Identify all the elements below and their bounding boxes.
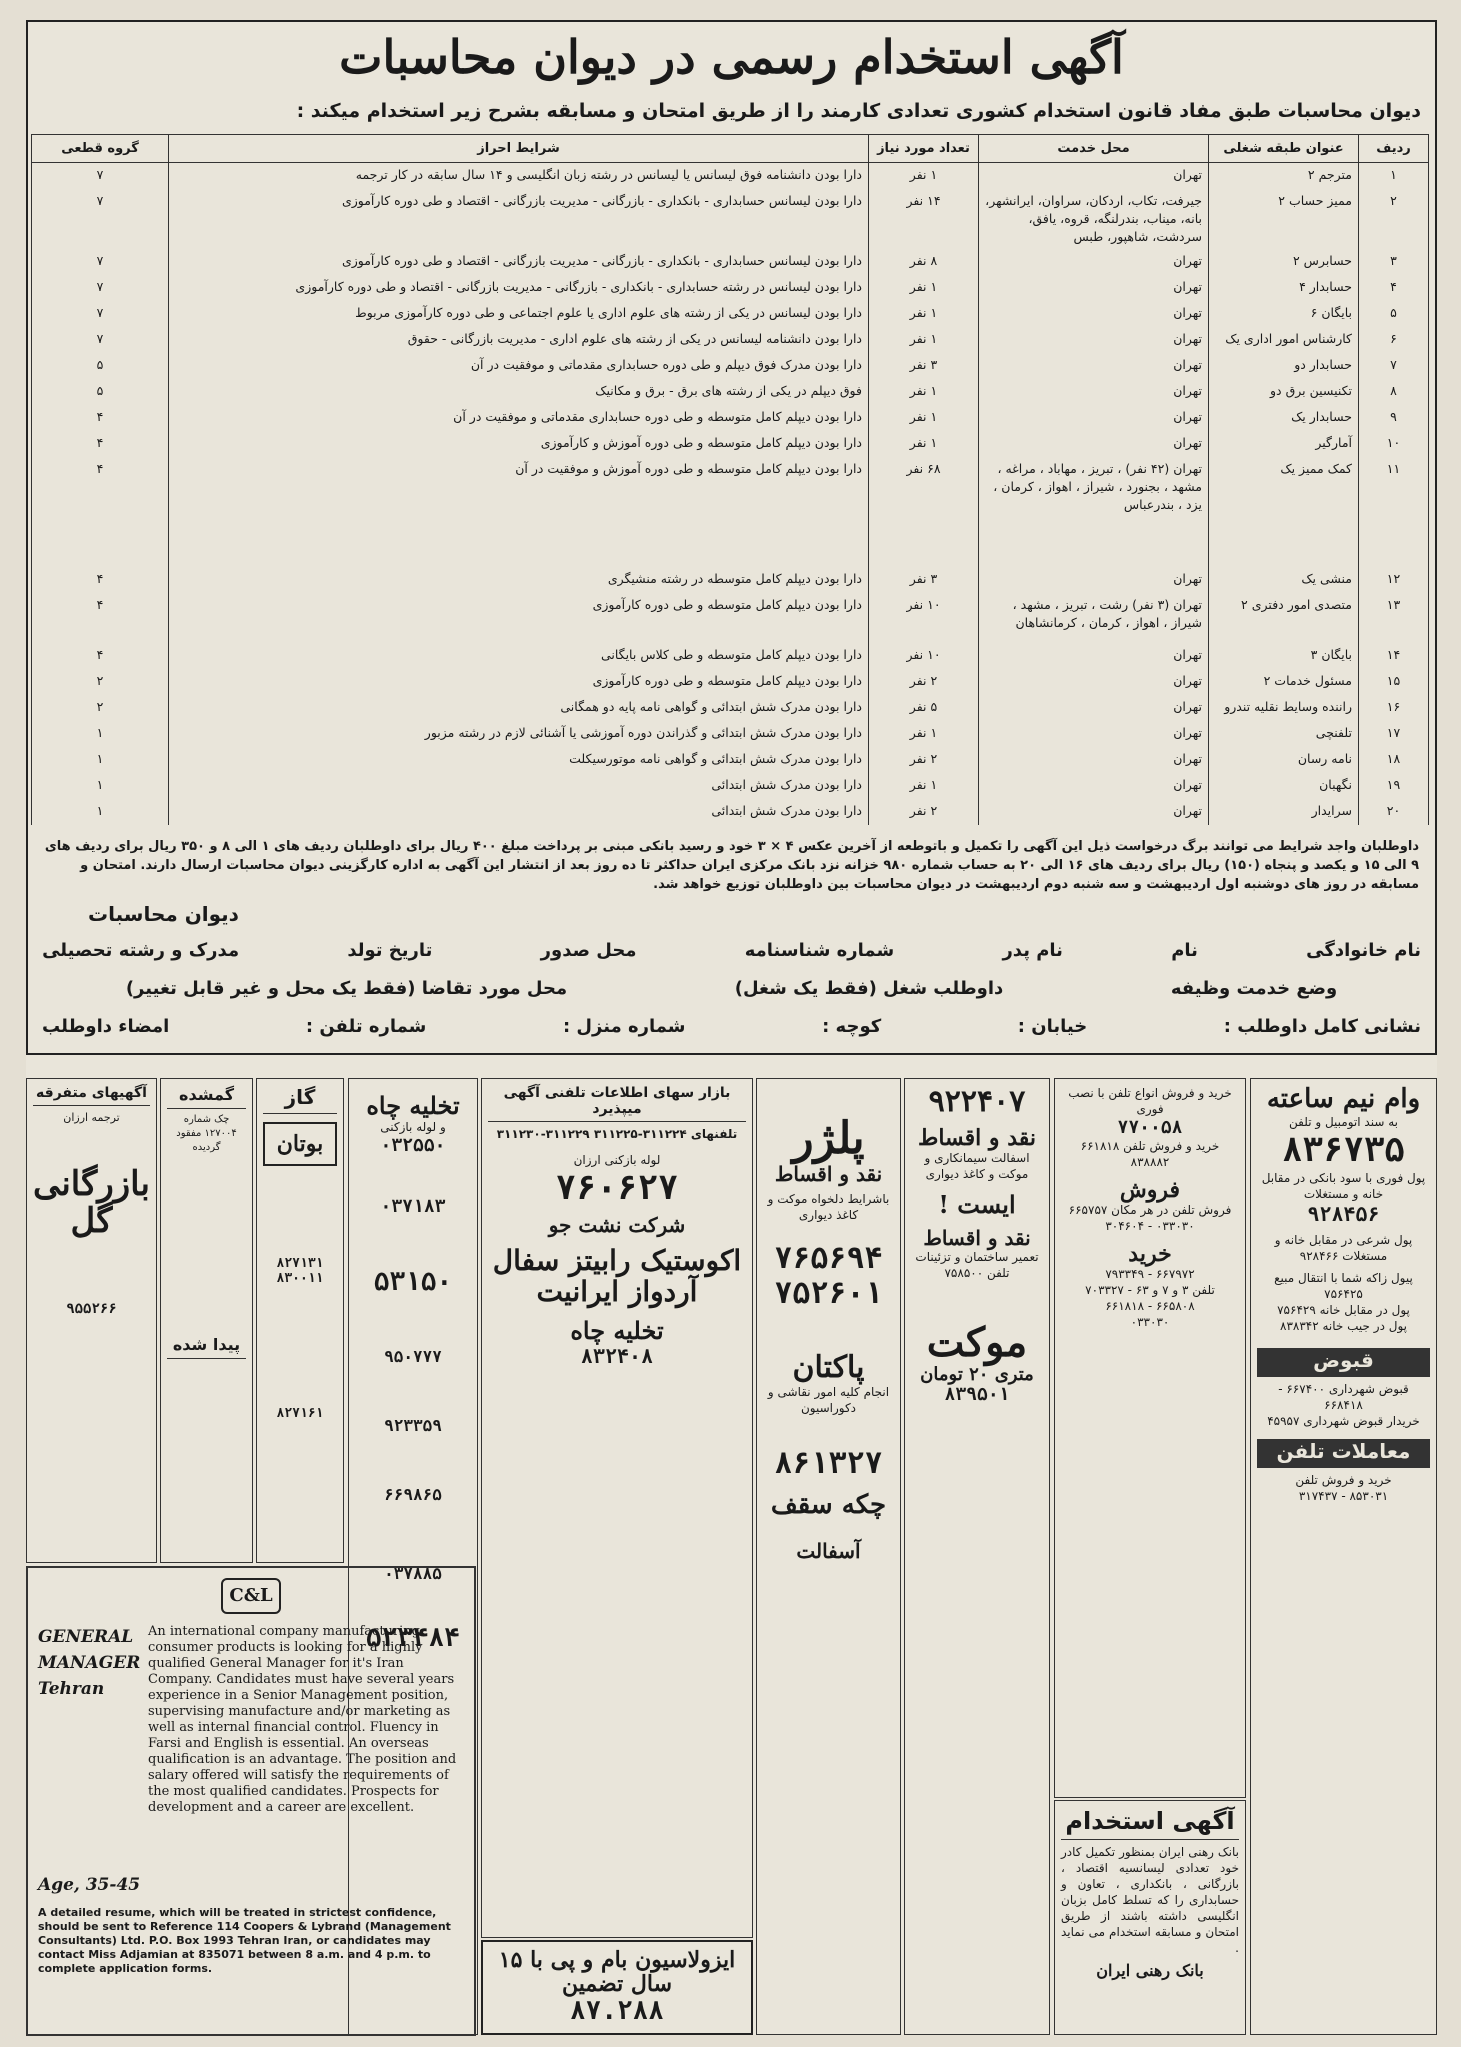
form-label: تاریخ تولد bbox=[347, 940, 433, 961]
ad-phones: تلفنهای ۳۱۱۲۲۴-۳۱۱۲۲۵ ۳۱۱۲۲۹-۳۱۱۲۳۰ bbox=[496, 1127, 738, 1141]
table-cell: دارا بودن مدرک شش ابتدائی و گواهی نامه موتورسیکلت bbox=[169, 747, 869, 773]
table-cell: ۱ نفر bbox=[869, 379, 979, 405]
table-cell: ۵ bbox=[1359, 301, 1429, 327]
table-row bbox=[32, 275, 1429, 301]
table-cell: ۱ نفر bbox=[869, 773, 979, 799]
ad-brand: پاکتان bbox=[792, 1350, 865, 1386]
table-cell: ۳ نفر bbox=[869, 567, 979, 593]
table-cell: ۱۸ bbox=[1359, 747, 1429, 773]
notice-title: آگهی استخدام رسمی در دیوان محاسبات bbox=[339, 30, 1124, 84]
table-cell: ۲ نفر bbox=[869, 799, 979, 825]
table-cell: دارا بودن دیپلم کامل متوسطه در رشته منشیگری bbox=[169, 567, 869, 593]
table-cell: مترجم ۲ bbox=[1209, 163, 1359, 189]
ad-brand: پلژر bbox=[792, 1113, 865, 1164]
ad-text: متری ۲۰ تومان bbox=[920, 1363, 1034, 1385]
table-cell: مسئول خدمات ۲ bbox=[1209, 669, 1359, 695]
notice-subtitle: دیوان محاسبات طبق مفاد قانون استخدام کشوری تعدادی کارمند را از طریق امتحان و مسابقه بشرح زیر استخدام میکند : bbox=[296, 100, 1421, 122]
table-cell: ۶ bbox=[1359, 327, 1429, 353]
table-cell: ۱ نفر bbox=[869, 721, 979, 747]
table-cell: نگهبان bbox=[1209, 773, 1359, 799]
table-row bbox=[32, 773, 1429, 799]
table-header-row bbox=[32, 135, 1429, 163]
table-cell: ۴ bbox=[32, 567, 169, 593]
table-cell: ۱۰ نفر bbox=[869, 643, 979, 669]
table-cell: ۱ bbox=[32, 773, 169, 799]
ad-phone: ۷۶۰۶۲۷ bbox=[555, 1168, 679, 1208]
table-cell: دارا بودن دیپلم کامل متوسطه و طی دوره حسابداری مقدماتی و موفقیت در آن bbox=[169, 405, 869, 431]
table-cell: ۱ نفر bbox=[869, 301, 979, 327]
table-cell: ۷ bbox=[32, 189, 169, 249]
table-cell: ۸ bbox=[1359, 379, 1429, 405]
table-cell: تهران bbox=[979, 301, 1209, 327]
table-cell: ۷ bbox=[32, 301, 169, 327]
table-row bbox=[32, 669, 1429, 695]
table-cell: دارا بودن مدرک شش ابتدائی و گواهی نامه پایه دو همگانی bbox=[169, 695, 869, 721]
table-cell: ۱۴ bbox=[1359, 643, 1429, 669]
table-cell: ۷ bbox=[32, 327, 169, 353]
table-cell: دارا بودن مدرک شش ابتدائی bbox=[169, 773, 869, 799]
form-row-2 bbox=[42, 978, 1421, 999]
notice-signature: دیوان محاسبات bbox=[88, 902, 239, 926]
table-cell: دارا بودن دیپلم کامل متوسطه و طی دوره کارآموزی bbox=[169, 593, 869, 643]
table-cell: ۱ bbox=[32, 721, 169, 747]
ad-heading: نقد و اقساط bbox=[923, 1225, 1031, 1250]
table-cell: ۵ نفر bbox=[869, 695, 979, 721]
table-cell: تهران bbox=[979, 669, 1209, 695]
table-cell: دارا بودن لیسانس در رشته حسابداری - بانکداری - بازرگانی - مدیریت بازرگانی - اقتصاد و طی دوره کارآموزی bbox=[169, 275, 869, 301]
col-header: گروه قطعی bbox=[32, 135, 169, 163]
table-cell: ۵ bbox=[32, 353, 169, 379]
table-cell: دارا بودن لیسانس در یکی از رشته های علوم اداری یا علوم اجتماعی و طی دوره کارآموزی مربوط bbox=[169, 301, 869, 327]
ad-phone: ۸۳۶۷۳۵ bbox=[1282, 1129, 1405, 1170]
col-header: ردیف bbox=[1359, 135, 1429, 163]
table-cell: تهران bbox=[979, 431, 1209, 457]
table-cell: ۷ bbox=[1359, 353, 1429, 379]
ad-phone: ۸۶۱۳۲۷ bbox=[774, 1446, 883, 1482]
ad-phone: ۹۲۳۳۵۹ bbox=[384, 1416, 442, 1436]
ad-phone: ۸۳۹۵۰۱ bbox=[944, 1384, 1010, 1406]
ad-brand: بازرگانی گل bbox=[32, 1164, 150, 1242]
table-cell: ۴ bbox=[32, 593, 169, 643]
table-cell: ۱ نفر bbox=[869, 405, 979, 431]
table-cell: ۹ bbox=[1359, 405, 1429, 431]
notice-footer-text: داوطلبان واجد شرایط می توانند برگ درخواست ذیل این آگهی را تکمیل و باتوطعه از آخرین عکس ۴ × ۳ خود و رسید بانکی مبنی بر پرداخت مبلغ ۴۰۰ ریال برای داوطلبان ردیف های ۱ الی ۸ و ۳۵۰ ریال برای ردیف های ۹ الی ۱۵ و یکصد و پنجاه (۱۵۰) ریال برای ردیف های ۱۶ الی ۲۰ به حساب شماره ۹۸۰ خزانه نزد بانک مرکزی ایران حداکثر تا ده روز بعد از انتشار این آگهی به اداره کارگزینی دیوان محاسبات ارسال دارند. امتحان و مسابقه در روز های دوشنبه اول اردیبهشت و سه شنبه دوم اردیبهشت در دیوان محاسبات بین داوطلبان توزیع خواهد شد. bbox=[44, 839, 1419, 892]
ad-phone: ۹۲۸۴۵۶ bbox=[1307, 1201, 1380, 1226]
table-cell: دارا بودن مدرک فوق دیپلم و طی دوره حسابداری مقدماتی و موفقیت در آن bbox=[169, 353, 869, 379]
ad-heading: بازار سهای اطلاعات تلفنی آگهی میپذیرد bbox=[488, 1085, 746, 1122]
waterproof-ad bbox=[481, 1940, 753, 2035]
table-cell: ۲ نفر bbox=[869, 747, 979, 773]
table-cell: ۱۳ bbox=[1359, 593, 1429, 643]
table-row bbox=[32, 799, 1429, 825]
table-cell: ۱۷ bbox=[1359, 721, 1429, 747]
table-cell: جیرفت، تکاب، اردکان، سراوان، ایرانشهر، بانه، میناب، بندرلنگه، قروه، یافق، سردشت، شاهپور، طبس bbox=[979, 189, 1209, 249]
section-heading: معاملات تلفن bbox=[1257, 1439, 1430, 1468]
form-label: نام خانوادگی bbox=[1306, 940, 1421, 961]
table-row bbox=[32, 327, 1429, 353]
table-cell: آمارگیر bbox=[1209, 431, 1359, 457]
form-label: نام پدر bbox=[1002, 940, 1063, 961]
table-cell: تهران bbox=[979, 695, 1209, 721]
table-row bbox=[32, 567, 1429, 593]
ad-phone: ۸۷.۲۸۸ bbox=[570, 1996, 664, 2027]
table-cell: دارا بودن لیسانس حسابداری - بانکداری - بازرگانی - مدیریت بازرگانی - اقتصاد و طی دوره کارآموزی bbox=[169, 189, 869, 249]
ad-heading: ۹۲۲۴۰۷ bbox=[928, 1084, 1026, 1119]
table-cell: ۱ bbox=[1359, 163, 1429, 189]
table-cell: حسابدار دو bbox=[1209, 353, 1359, 379]
table-cell: تهران bbox=[979, 405, 1209, 431]
company-logo: C&L bbox=[221, 1578, 281, 1614]
ad-text: پول فوری با سود بانکی در مقابل خانه و مستغلات bbox=[1261, 1170, 1426, 1201]
table-cell: دارا بودن دیپلم کامل متوسطه و طی دوره آموزش و کارآموزی bbox=[169, 431, 869, 457]
ad-heading: موکت bbox=[926, 1318, 1028, 1366]
ad-phone: ۸۲۷۱۶۱ bbox=[276, 1406, 324, 1422]
table-row bbox=[32, 249, 1429, 275]
ad-signature: بانک رهنی ایران bbox=[1096, 1961, 1204, 1980]
table-cell: تلفنچی bbox=[1209, 721, 1359, 747]
table-cell: کمک ممیز یک bbox=[1209, 457, 1359, 567]
table-cell: دارا بودن دیپلم کامل متوسطه و طی کلاس بایگانی bbox=[169, 643, 869, 669]
ad-heading: ایزولاسیون بام و پی با ۱۵ سال تضمین bbox=[498, 1947, 736, 1998]
table-cell: تهران bbox=[979, 163, 1209, 189]
table-cell: ۱ نفر bbox=[869, 275, 979, 301]
classified-column-2: خرید و فروش انواع تلفن با نصب فوری ۷۷۰۰۵۸ خرید و فروش تلفن ۶۶۱۸۱۸ ۸۳۸۸۸۲ فروش فروش تلفن در هر مکان ۶۶۵۷۵۷ ۰۳۳۰۳۰ - ۳۰۴۶۰۴ خرید ۶۶۷۹۷۲ - ۷۹۳۳۴۹ تلفن ۳ و ۷ و ۶۳ - ۷۰۳۳۲۷ ۶۶۵۸۰۸ - ۶۶۱۸۱۸ ۰۳۳۰۳۰ bbox=[1054, 1078, 1246, 1798]
table-cell: ۱۹ bbox=[1359, 773, 1429, 799]
table-cell: ۴ bbox=[1359, 275, 1429, 301]
table-cell: ۷ bbox=[32, 275, 169, 301]
form-label: وضع خدمت وظیفه bbox=[1170, 978, 1338, 999]
ad-heading: تخلیه چاه bbox=[570, 1315, 664, 1345]
classified-column-8: گمشده چک شماره ۱۲۷۰۰۴ مفقود گردیده پیدا شده bbox=[160, 1078, 253, 1563]
table-cell: راننده وسایط نقلیه تندرو bbox=[1209, 695, 1359, 721]
general-manager-ad bbox=[26, 1566, 476, 2036]
form-label: مدرک و رشته تحصیلی bbox=[42, 940, 240, 961]
form-label: خیابان : bbox=[1017, 1016, 1088, 1037]
table-cell: ۴ bbox=[32, 405, 169, 431]
ad-phone: ۹۵۰۷۷۷ bbox=[384, 1347, 442, 1367]
ad-heading: آگهی استخدام bbox=[1061, 1807, 1239, 1840]
table-row bbox=[32, 593, 1429, 643]
table-cell: دارا بودن لیسانس حسابداری - بانکداری - بازرگانی - مدیریت بازرگانی - اقتصاد و طی دوره کارآموزی bbox=[169, 249, 869, 275]
table-row bbox=[32, 457, 1429, 567]
table-cell: بایگان ۶ bbox=[1209, 301, 1359, 327]
ad-heading: تخلیه چاه bbox=[366, 1091, 460, 1120]
form-label: شماره منزل : bbox=[562, 1016, 686, 1037]
table-cell: تهران bbox=[979, 275, 1209, 301]
table-cell: ۸ نفر bbox=[869, 249, 979, 275]
table-cell: تهران bbox=[979, 249, 1209, 275]
table-cell: فوق دیپلم در یکی از رشته های برق - برق و مکانیک bbox=[169, 379, 869, 405]
ad-age: Age, 35-45 bbox=[38, 1875, 141, 1895]
table-cell: ۱۰ bbox=[1359, 431, 1429, 457]
table-row bbox=[32, 353, 1429, 379]
table-cell: ۵ bbox=[32, 379, 169, 405]
table-cell: نامه رسان bbox=[1209, 747, 1359, 773]
table-cell: ۷ bbox=[32, 163, 169, 189]
ad-heading: چکه سقف bbox=[770, 1490, 887, 1521]
jobs-table bbox=[31, 134, 1429, 825]
table-cell: تهران bbox=[979, 643, 1209, 669]
table-cell: ۴ bbox=[32, 643, 169, 669]
ad-title: GENERAL MANAGER Tehran bbox=[38, 1627, 141, 1699]
table-cell: ۱۲ bbox=[1359, 567, 1429, 593]
table-cell: ممیز حساب ۲ bbox=[1209, 189, 1359, 249]
table-cell: تهران (۳ نفر) رشت ، تبریز ، مشهد ، شیراز ، اهواز ، کرمان ، کرمانشاهان bbox=[979, 593, 1209, 643]
ad-text: لوله بازکنی ارزان bbox=[573, 1153, 661, 1167]
ad-footer: A detailed resume, which will be treated in strictest confidence, should be sent to Reference 114 Coopers & Lybrand (Management Consultants) Ltd. P.O. Box 1993 Tehran Iran, or candidates may contact Miss Adjamian at 835071 between 8 a.m. and 4 p.m. to complete application forms. bbox=[38, 1906, 451, 1975]
classified-column-9: آگهیهای متفرقه ترجمه ارزان بازرگانی گل ۹۵۵۲۶۶ bbox=[26, 1078, 157, 1563]
table-row bbox=[32, 431, 1429, 457]
form-label: محل صدور bbox=[540, 940, 637, 961]
table-cell: ۳ bbox=[1359, 249, 1429, 275]
ad-heading: وام نیم ساعته bbox=[1266, 1084, 1421, 1114]
table-cell: منشی یک bbox=[1209, 567, 1359, 593]
table-cell: ۷ bbox=[32, 249, 169, 275]
ad-text: بانک رهنی ایران بمنظور تکمیل کادر خود تعدادی لیسانسیه اقتصاد ، بازرگانی ، بانکداری ، تعاون و حسابداری را که تسلط کامل بزبان انگلیسی داشته باشند از طریق امتحان و مسابقه استخدام می نماید . bbox=[1061, 1845, 1239, 1955]
table-cell: حسابرس ۲ bbox=[1209, 249, 1359, 275]
table-cell: تکنیسین برق دو bbox=[1209, 379, 1359, 405]
ad-text: خرید و فروش انواع تلفن با نصب فوری bbox=[1068, 1086, 1232, 1116]
table-row bbox=[32, 405, 1429, 431]
table-cell: ۱ نفر bbox=[869, 431, 979, 457]
section-heading: قبوض bbox=[1257, 1348, 1430, 1377]
table-cell: دارا بودن دانشنامه لیسانس در یکی از رشته های علوم اداری - مدیریت بازرگانی - حقوق bbox=[169, 327, 869, 353]
table-cell: حسابدار یک bbox=[1209, 405, 1359, 431]
ad-text: و لوله بازکنی bbox=[380, 1120, 446, 1135]
table-cell: دارا بودن مدرک شش ابتدائی و گذراندن دوره آموزشی یا آشنائی لازم در رشته مزبور bbox=[169, 721, 869, 747]
ad-text: به سند اتومبیل و تلفن bbox=[1289, 1114, 1398, 1129]
table-cell: ۱۱ bbox=[1359, 457, 1429, 567]
table-cell: ۴ bbox=[32, 457, 169, 567]
ad-phone: ۸۳۰۰۱۱ bbox=[276, 1271, 324, 1287]
col-header: محل خدمت bbox=[979, 135, 1209, 163]
ad-heading: نقد و اقساط bbox=[917, 1125, 1037, 1151]
table-cell: ۲ bbox=[32, 695, 169, 721]
table-cell: ۱ نفر bbox=[869, 163, 979, 189]
form-label: داوطلب شغل (فقط یک شغل) bbox=[734, 978, 1004, 999]
table-row bbox=[32, 721, 1429, 747]
table-row bbox=[32, 189, 1429, 249]
table-cell: تهران bbox=[979, 379, 1209, 405]
form-label: امضاء داوطلب bbox=[42, 1016, 170, 1037]
form-label: محل مورد تقاضا (فقط یک محل و غیر قابل تغییر) bbox=[125, 978, 568, 999]
form-row-3 bbox=[42, 1016, 1421, 1037]
classifieds-section bbox=[26, 1078, 1437, 2035]
ad-phone: ۵۳۱۵۰ bbox=[373, 1267, 453, 1298]
section-heading: آگهیهای متفرقه bbox=[33, 1085, 150, 1106]
ad-heading: اکوستیک رابیتز سفال آردواز ایرانیت bbox=[492, 1244, 742, 1308]
table-cell: تهران bbox=[979, 327, 1209, 353]
table-cell: ۱۰ نفر bbox=[869, 593, 979, 643]
table-cell: ۱ bbox=[32, 747, 169, 773]
table-cell: ۲ نفر bbox=[869, 669, 979, 695]
ad-brand: بوتان bbox=[263, 1122, 337, 1166]
table-cell: تهران bbox=[979, 747, 1209, 773]
table-cell: ۲۰ bbox=[1359, 799, 1429, 825]
classified-column-5 bbox=[481, 1078, 753, 1938]
table-cell: دارا بودن دانشنامه فوق لیسانس یا لیسانس در رشته زبان انگلیسی و ۱۴ سال سابقه در کار ترجمه bbox=[169, 163, 869, 189]
ad-phone: ۸۳۲۴۰۸ bbox=[580, 1343, 654, 1368]
ad-phone: ۵۲۳۴۸۴ bbox=[366, 1623, 460, 1654]
form-label: کوچه : bbox=[822, 1016, 882, 1037]
table-row bbox=[32, 379, 1429, 405]
ad-phone: ۷۵۲۶۰۱ bbox=[774, 1276, 883, 1312]
ad-phone: ۷۶۵۶۹۴ bbox=[774, 1241, 883, 1277]
table-cell: تهران bbox=[979, 567, 1209, 593]
table-cell: ۱۴ نفر bbox=[869, 189, 979, 249]
table-cell: حسابدار ۴ bbox=[1209, 275, 1359, 301]
ad-heading: گاز bbox=[263, 1085, 337, 1114]
table-cell: ۱۵ bbox=[1359, 669, 1429, 695]
ad-text: خرید و فروش تلفن bbox=[1295, 1472, 1392, 1487]
table-cell: دارا بودن دیپلم کامل متوسطه و طی دوره کارآموزی bbox=[169, 669, 869, 695]
col-header: عنوان طبقه شغلی bbox=[1209, 135, 1359, 163]
table-cell: تهران bbox=[979, 353, 1209, 379]
form-label: شماره شناسنامه bbox=[744, 940, 895, 961]
ad-heading: ایست ! bbox=[938, 1190, 1016, 1220]
form-row-1 bbox=[42, 940, 1421, 961]
table-cell: دارا بودن مدرک شش ابتدائی bbox=[169, 799, 869, 825]
table-row bbox=[32, 163, 1429, 189]
table-cell: تهران bbox=[979, 799, 1209, 825]
ad-body: An international company manufacturing consumer products is looking for a highly qualified General Manager for it's Iran Company. Candidates must have several years experience in a Senior Management position, supervising manufacture and/or marketing as well as internal financial control. Fluency in Farsi and English is essential. An overseas qualification is an advantage. The position and salary offered will satisfy the requirements of the most qualified candidates. Prospects for development and a career are excellent. bbox=[148, 1624, 457, 1815]
table-cell: دارا بودن دیپلم کامل متوسطه و طی دوره آموزش و موفقیت در آن bbox=[169, 457, 869, 567]
table-row bbox=[32, 643, 1429, 669]
section-heading: پیدا شده bbox=[167, 1335, 246, 1359]
table-cell: تهران (۴۲ نفر) ، تبریز ، مهاباد ، مراغه ، مشهد ، بجنورد ، شیراز ، اهواز ، کرمان ، یزد ، بندرعباس bbox=[979, 457, 1209, 567]
ad-phone: ۰۳۷۱۸۳ bbox=[380, 1196, 446, 1218]
table-row bbox=[32, 747, 1429, 773]
employment-notice bbox=[26, 20, 1437, 1055]
table-cell: ۳ نفر bbox=[869, 353, 979, 379]
classified-column-7 bbox=[256, 1078, 344, 1563]
ad-heading: شرکت نشت جو bbox=[548, 1213, 686, 1237]
classified-column-4: پلژر نقد و اقساط باشرایط دلخواه موکت و کاغذ دیواری ۷۶۵۶۹۴ ۷۵۲۶۰۱ پاکتان انجام کلیه امور نقاشی و دکوراسیون ۸۶۱۳۲۷ چکه سقف آسفالت bbox=[756, 1078, 901, 2035]
bank-ad bbox=[1054, 1800, 1246, 2035]
table-cell: تهران bbox=[979, 721, 1209, 747]
ad-phone: ۰۳۷۸۸۵ bbox=[384, 1564, 442, 1584]
table-cell: ۲ bbox=[32, 669, 169, 695]
form-label: نام bbox=[1171, 940, 1198, 961]
ad-phone: ۸۲۷۱۳۱ bbox=[276, 1256, 324, 1272]
section-heading: گمشده bbox=[167, 1085, 246, 1109]
newspaper-page bbox=[26, 20, 1437, 2035]
table-cell: ۱ bbox=[32, 799, 169, 825]
classified-column-3: ۹۲۲۴۰۷ نقد و اقساط اسفالت سیمانکاری و موکت و کاغذ دیواری ایست ! نقد و اقساط تعمیر ساختمان و تزئینات تلفن ۷۵۸۵۰۰ موکت متری ۲۰ تومان ۸۳۹۵۰۱ bbox=[904, 1078, 1050, 2035]
ad-phone: ۰۳۲۵۵۰ bbox=[380, 1135, 446, 1157]
table-cell: ۱۶ bbox=[1359, 695, 1429, 721]
table-cell: ۱ نفر bbox=[869, 327, 979, 353]
table-cell: متصدی امور دفتری ۲ bbox=[1209, 593, 1359, 643]
ad-phone: ۹۵۵۲۶۶ bbox=[66, 1300, 117, 1317]
ad-phone: ۶۶۹۸۶۵ bbox=[384, 1485, 442, 1505]
table-cell: سرایدار bbox=[1209, 799, 1359, 825]
table-cell: کارشناس امور اداری یک bbox=[1209, 327, 1359, 353]
table-cell: بایگان ۳ bbox=[1209, 643, 1359, 669]
table-row bbox=[32, 301, 1429, 327]
col-header: تعداد مورد نیاز bbox=[869, 135, 979, 163]
form-label: شماره تلفن : bbox=[305, 1016, 427, 1037]
classified-column-1: وام نیم ساعته به سند اتومبیل و تلفن ۸۳۶۷۳۵ پول فوری با سود بانکی در مقابل خانه و مستغلات ۹۲۸۴۵۶ پول شرعی در مقابل خانه و مستغلات ۹۲۸۴۶۶ پیول زاکه شما با انتقال مبیع ۷۵۶۴۲۵ پول در مقابل خانه ۷۵۶۴۲۹ پول در جیب خانه ۸۳۸۳۴۲ قبوض قبوض شهرداری ۶۶۷۴۰۰ - ۶۶۸۴۱۸ خریدار قبوض شهرداری ۴۵۹۵۷ معاملات تلفن خرید و فروش تلفن ۸۵۳۰۳۱ - ۳۱۷۴۳۷ bbox=[1250, 1078, 1437, 2035]
table-cell: ۶۸ نفر bbox=[869, 457, 979, 567]
ad-heading: آسفالت bbox=[796, 1538, 861, 1563]
ad-heading: نقد و اقساط bbox=[774, 1162, 883, 1187]
table-cell: ۴ bbox=[32, 431, 169, 457]
table-cell: ۲ bbox=[1359, 189, 1429, 249]
table-row bbox=[32, 695, 1429, 721]
col-header: شرایط احراز bbox=[169, 135, 869, 163]
ad-phone: ۷۷۰۰۵۸ bbox=[1117, 1117, 1183, 1138]
form-label: نشانی کامل داوطلب : bbox=[1223, 1016, 1421, 1037]
table-cell: تهران bbox=[979, 773, 1209, 799]
